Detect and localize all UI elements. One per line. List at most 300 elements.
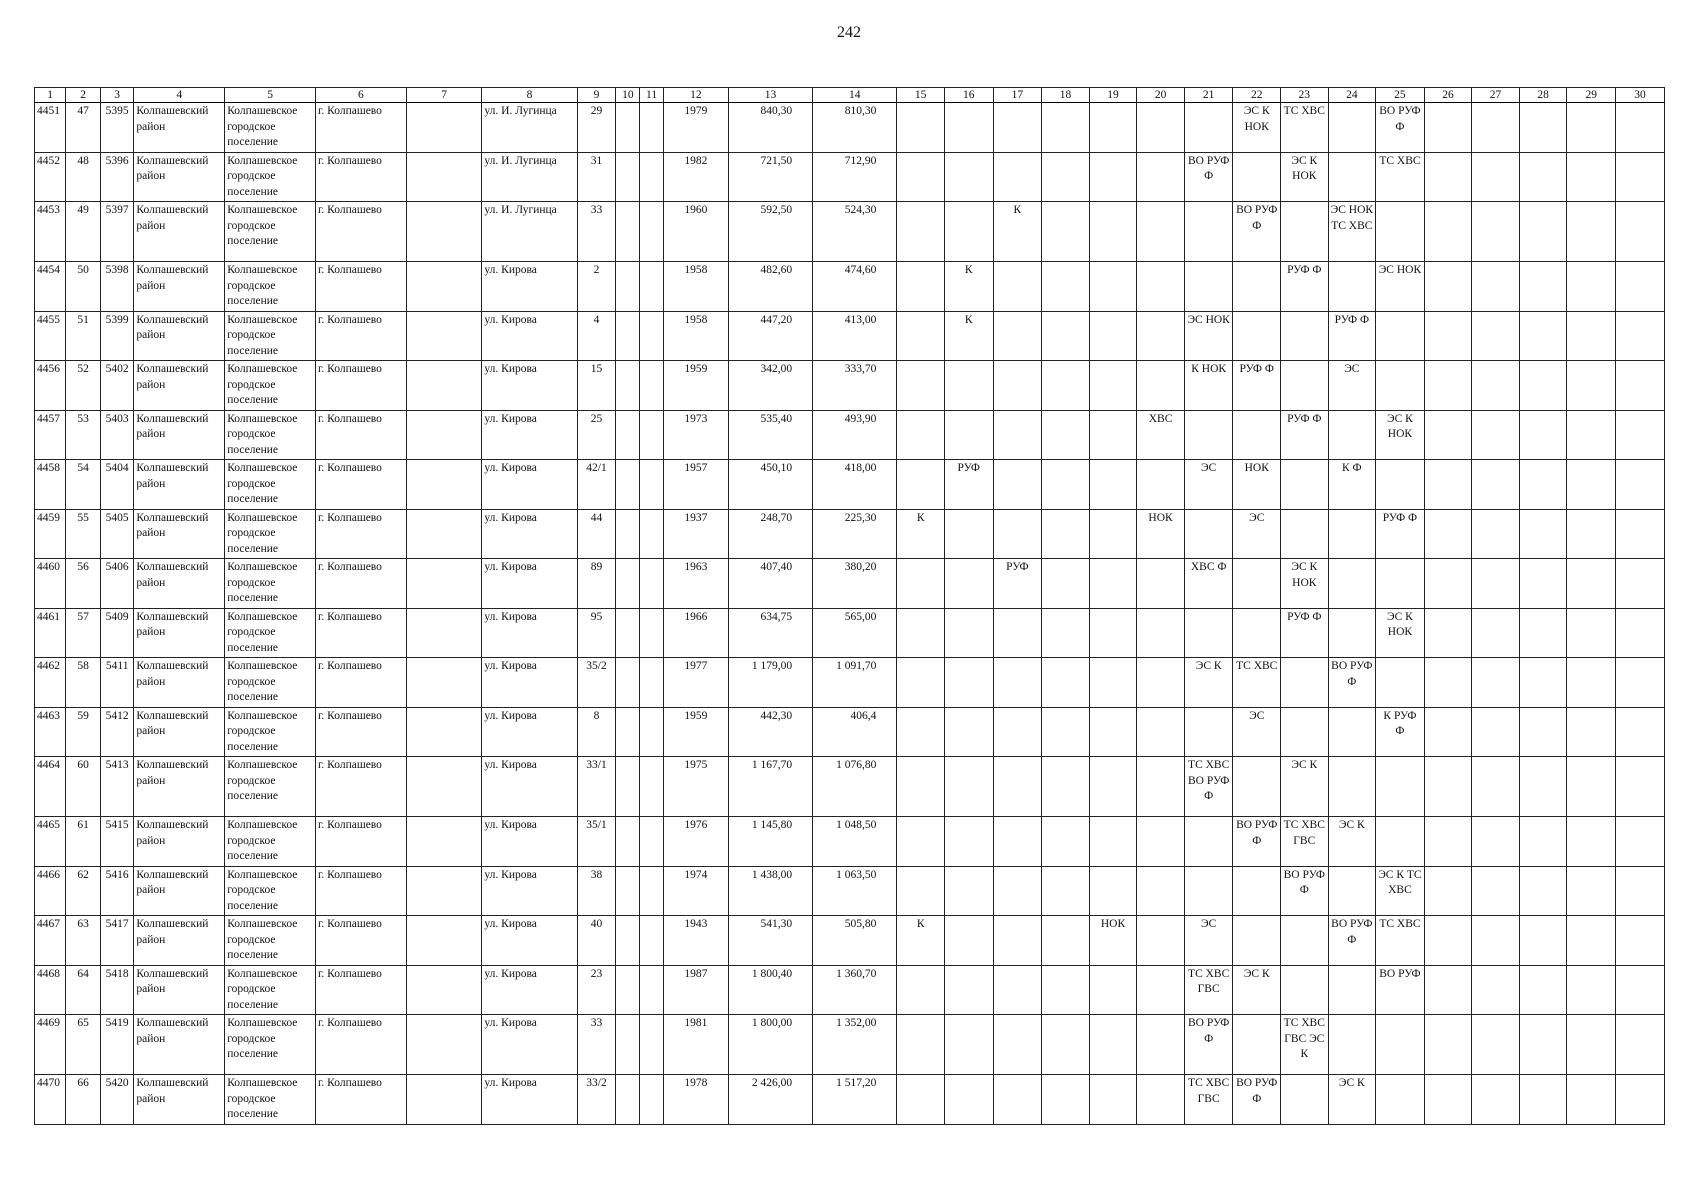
cell-col-24 (1328, 509, 1376, 559)
cell-col-18 (1042, 965, 1090, 1015)
cell-col-11 (640, 608, 664, 658)
cell-col-11 (640, 866, 664, 916)
cell-col-21 (1184, 103, 1233, 153)
cell-col-21: К НОК (1184, 361, 1233, 411)
cell-col-15 (897, 361, 945, 411)
cell-col-16 (944, 1075, 993, 1125)
cell-col-27 (1472, 361, 1520, 411)
cell-col-20 (1137, 460, 1185, 510)
cell-col-22: ЭС (1233, 509, 1281, 559)
cell-col-21: ЭС К (1184, 658, 1233, 708)
column-header-20: 20 (1137, 88, 1185, 103)
cell-col-19 (1089, 757, 1137, 817)
cell-col-11 (640, 410, 664, 460)
cell-col-29 (1567, 608, 1616, 658)
cell-col-18 (1042, 559, 1090, 609)
cell-col-26 (1424, 608, 1472, 658)
cell-col-8: ул. И. Лугинца (482, 202, 577, 262)
column-header-3: 3 (100, 88, 134, 103)
cell-col-25 (1376, 658, 1425, 708)
cell-col-30 (1616, 262, 1665, 312)
cell-col-18 (1042, 707, 1090, 757)
cell-col-28 (1519, 916, 1567, 966)
cell-col-17 (993, 410, 1042, 460)
cell-col-16 (944, 152, 993, 202)
table-row (35, 103, 1665, 153)
cell-col-23 (1281, 311, 1329, 361)
cell-col-2: 53 (66, 410, 101, 460)
cell-col-29 (1567, 311, 1616, 361)
cell-col-18 (1042, 1075, 1090, 1125)
cell-col-26 (1424, 965, 1472, 1015)
cell-col-14: 225,30 (813, 509, 897, 559)
cell-col-3: 5416 (100, 866, 134, 916)
cell-col-13: 342,00 (728, 361, 812, 411)
cell-col-15 (897, 460, 945, 510)
column-header-9: 9 (577, 88, 616, 103)
cell-col-12: 1959 (663, 361, 728, 411)
cell-col-8: ул. И. Лугинца (482, 103, 577, 153)
cell-col-14: 1 091,70 (813, 658, 897, 708)
cell-col-21: ВО РУФ Ф (1184, 1015, 1233, 1075)
cell-col-14: 712,90 (813, 152, 897, 202)
cell-col-24 (1328, 410, 1376, 460)
cell-col-1: 4466 (35, 866, 66, 916)
cell-col-6: г. Колпашево (315, 559, 406, 609)
cell-col-15 (897, 1075, 945, 1125)
cell-col-21 (1184, 509, 1233, 559)
cell-col-4: Колпашевский район (134, 460, 225, 510)
cell-col-3: 5398 (100, 262, 134, 312)
cell-col-28 (1519, 262, 1567, 312)
cell-col-24 (1328, 866, 1376, 916)
cell-col-23: ЭС К НОК (1281, 152, 1329, 202)
cell-col-6: г. Колпашево (315, 1075, 406, 1125)
cell-col-25: РУФ Ф (1376, 509, 1425, 559)
cell-col-2: 62 (66, 866, 101, 916)
cell-col-10 (616, 361, 640, 411)
cell-col-7 (406, 866, 482, 916)
cell-col-10 (616, 707, 640, 757)
cell-col-24: ЭС К (1328, 1075, 1376, 1125)
cell-col-8: ул. Кирова (482, 965, 577, 1015)
cell-col-29 (1567, 1075, 1616, 1125)
table-row (35, 361, 1665, 411)
cell-col-26 (1424, 262, 1472, 312)
cell-col-24: ЭС К (1328, 817, 1376, 867)
cell-col-2: 55 (66, 509, 101, 559)
cell-col-2: 49 (66, 202, 101, 262)
table-row (35, 1015, 1665, 1075)
cell-col-8: ул. Кирова (482, 608, 577, 658)
cell-col-8: ул. Кирова (482, 262, 577, 312)
column-header-30: 30 (1616, 88, 1665, 103)
cell-col-12: 1959 (663, 707, 728, 757)
cell-col-30 (1616, 361, 1665, 411)
cell-col-19 (1089, 410, 1137, 460)
cell-col-27 (1472, 509, 1520, 559)
column-header-8: 8 (482, 88, 577, 103)
cell-col-22: ВО РУФ Ф (1233, 1075, 1281, 1125)
column-header-28: 28 (1519, 88, 1567, 103)
cell-col-29 (1567, 152, 1616, 202)
cell-col-12: 1943 (663, 916, 728, 966)
cell-col-17 (993, 817, 1042, 867)
cell-col-11 (640, 1075, 664, 1125)
cell-col-16 (944, 202, 993, 262)
cell-col-21: ЭС (1184, 916, 1233, 966)
cell-col-15 (897, 1015, 945, 1075)
cell-col-14: 493,90 (813, 410, 897, 460)
cell-col-19 (1089, 152, 1137, 202)
cell-col-19 (1089, 460, 1137, 510)
cell-col-19 (1089, 866, 1137, 916)
cell-col-18 (1042, 817, 1090, 867)
cell-col-9: 4 (577, 311, 616, 361)
cell-col-27 (1472, 410, 1520, 460)
cell-col-24: ВО РУФ Ф (1328, 916, 1376, 966)
cell-col-28 (1519, 965, 1567, 1015)
cell-col-4: Колпашевский район (134, 311, 225, 361)
cell-col-3: 5419 (100, 1015, 134, 1075)
cell-col-4: Колпашевский район (134, 559, 225, 609)
cell-col-25: К РУФ Ф (1376, 707, 1425, 757)
cell-col-5: Колпашевское городское поселение (225, 866, 316, 916)
cell-col-23 (1281, 965, 1329, 1015)
cell-col-14: 413,00 (813, 311, 897, 361)
cell-col-5: Колпашевское городское поселение (225, 1075, 316, 1125)
cell-col-26 (1424, 817, 1472, 867)
cell-col-3: 5399 (100, 311, 134, 361)
cell-col-26 (1424, 311, 1472, 361)
cell-col-2: 56 (66, 559, 101, 609)
cell-col-27 (1472, 1015, 1520, 1075)
cell-col-12: 1963 (663, 559, 728, 609)
cell-col-11 (640, 103, 664, 153)
column-header-6: 6 (315, 88, 406, 103)
cell-col-22: НОК (1233, 460, 1281, 510)
table-row (35, 817, 1665, 867)
cell-col-6: г. Колпашево (315, 1015, 406, 1075)
cell-col-19 (1089, 817, 1137, 867)
column-header-21: 21 (1184, 88, 1233, 103)
cell-col-22: ВО РУФ Ф (1233, 817, 1281, 867)
cell-col-5: Колпашевское городское поселение (225, 916, 316, 966)
cell-col-26 (1424, 559, 1472, 609)
cell-col-10 (616, 817, 640, 867)
cell-col-7 (406, 608, 482, 658)
cell-col-9: 29 (577, 103, 616, 153)
cell-col-28 (1519, 410, 1567, 460)
cell-col-6: г. Колпашево (315, 410, 406, 460)
cell-col-13: 1 167,70 (728, 757, 812, 817)
cell-col-20 (1137, 559, 1185, 609)
cell-col-23 (1281, 509, 1329, 559)
table-row (35, 509, 1665, 559)
cell-col-22 (1233, 410, 1281, 460)
cell-col-11 (640, 509, 664, 559)
cell-col-3: 5396 (100, 152, 134, 202)
cell-col-14: 1 360,70 (813, 965, 897, 1015)
cell-col-29 (1567, 559, 1616, 609)
cell-col-24 (1328, 103, 1376, 153)
cell-col-4: Колпашевский район (134, 410, 225, 460)
cell-col-16 (944, 757, 993, 817)
cell-col-28 (1519, 757, 1567, 817)
cell-col-24 (1328, 707, 1376, 757)
cell-col-28 (1519, 361, 1567, 411)
cell-col-30 (1616, 1015, 1665, 1075)
cell-col-24: РУФ Ф (1328, 311, 1376, 361)
cell-col-16 (944, 1015, 993, 1075)
cell-col-28 (1519, 202, 1567, 262)
column-header-11: 11 (640, 88, 664, 103)
cell-col-7 (406, 202, 482, 262)
cell-col-20 (1137, 707, 1185, 757)
cell-col-4: Колпашевский район (134, 509, 225, 559)
cell-col-25: ЭС К НОК (1376, 608, 1425, 658)
cell-col-20 (1137, 965, 1185, 1015)
cell-col-20 (1137, 658, 1185, 708)
cell-col-17 (993, 509, 1042, 559)
cell-col-13: 634,75 (728, 608, 812, 658)
cell-col-1: 4469 (35, 1015, 66, 1075)
cell-col-22 (1233, 916, 1281, 966)
cell-col-10 (616, 1015, 640, 1075)
cell-col-12: 1960 (663, 202, 728, 262)
cell-col-18 (1042, 202, 1090, 262)
cell-col-9: 35/1 (577, 817, 616, 867)
cell-col-2: 65 (66, 1015, 101, 1075)
cell-col-22 (1233, 608, 1281, 658)
cell-col-13: 442,30 (728, 707, 812, 757)
cell-col-25 (1376, 1015, 1425, 1075)
cell-col-26 (1424, 460, 1472, 510)
cell-col-12: 1958 (663, 262, 728, 312)
cell-col-8: ул. И. Лугинца (482, 152, 577, 202)
table-row (35, 866, 1665, 916)
cell-col-8: ул. Кирова (482, 509, 577, 559)
cell-col-10 (616, 410, 640, 460)
cell-col-25: ЭС НОК (1376, 262, 1425, 312)
cell-col-26 (1424, 1015, 1472, 1075)
cell-col-10 (616, 262, 640, 312)
cell-col-28 (1519, 707, 1567, 757)
cell-col-16 (944, 707, 993, 757)
cell-col-19 (1089, 1015, 1137, 1075)
cell-col-1: 4454 (35, 262, 66, 312)
cell-col-19 (1089, 103, 1137, 153)
table-row (35, 965, 1665, 1015)
cell-col-16 (944, 559, 993, 609)
cell-col-12: 1973 (663, 410, 728, 460)
cell-col-28 (1519, 103, 1567, 153)
cell-col-6: г. Колпашево (315, 817, 406, 867)
cell-col-20 (1137, 152, 1185, 202)
cell-col-24 (1328, 965, 1376, 1015)
cell-col-14: 380,20 (813, 559, 897, 609)
cell-col-3: 5413 (100, 757, 134, 817)
cell-col-24 (1328, 152, 1376, 202)
cell-col-25: ТС ХВС (1376, 152, 1425, 202)
cell-col-21: ВО РУФ Ф (1184, 152, 1233, 202)
cell-col-28 (1519, 1075, 1567, 1125)
cell-col-15 (897, 757, 945, 817)
cell-col-4: Колпашевский район (134, 103, 225, 153)
cell-col-30 (1616, 559, 1665, 609)
register-table (34, 87, 1665, 1125)
cell-col-4: Колпашевский район (134, 361, 225, 411)
cell-col-8: ул. Кирова (482, 311, 577, 361)
cell-col-30 (1616, 866, 1665, 916)
cell-col-27 (1472, 866, 1520, 916)
cell-col-30 (1616, 658, 1665, 708)
cell-col-18 (1042, 152, 1090, 202)
cell-col-29 (1567, 460, 1616, 510)
cell-col-14: 1 063,50 (813, 866, 897, 916)
cell-col-9: 35/2 (577, 658, 616, 708)
column-header-4: 4 (134, 88, 225, 103)
cell-col-4: Колпашевский район (134, 152, 225, 202)
cell-col-20 (1137, 1075, 1185, 1125)
cell-col-20 (1137, 1015, 1185, 1075)
cell-col-30 (1616, 757, 1665, 817)
cell-col-4: Колпашевский район (134, 817, 225, 867)
cell-col-16 (944, 916, 993, 966)
cell-col-9: 23 (577, 965, 616, 1015)
cell-col-23: ТС ХВС ГВС (1281, 817, 1329, 867)
cell-col-10 (616, 1075, 640, 1125)
cell-col-17 (993, 658, 1042, 708)
cell-col-23 (1281, 1075, 1329, 1125)
cell-col-3: 5409 (100, 608, 134, 658)
cell-col-21 (1184, 410, 1233, 460)
cell-col-21: ЭС НОК (1184, 311, 1233, 361)
cell-col-12: 1977 (663, 658, 728, 708)
cell-col-8: ул. Кирова (482, 1015, 577, 1075)
table-row (35, 460, 1665, 510)
cell-col-9: 33 (577, 1015, 616, 1075)
column-header-2: 2 (66, 88, 101, 103)
cell-col-22: ЭС К НОК (1233, 103, 1281, 153)
cell-col-11 (640, 152, 664, 202)
cell-col-23 (1281, 707, 1329, 757)
cell-col-1: 4464 (35, 757, 66, 817)
cell-col-13: 1 179,00 (728, 658, 812, 708)
cell-col-3: 5406 (100, 559, 134, 609)
cell-col-19: НОК (1089, 916, 1137, 966)
cell-col-8: ул. Кирова (482, 361, 577, 411)
cell-col-21: ЭС (1184, 460, 1233, 510)
cell-col-16 (944, 965, 993, 1015)
cell-col-17 (993, 152, 1042, 202)
cell-col-13: 482,60 (728, 262, 812, 312)
cell-col-27 (1472, 608, 1520, 658)
cell-col-13: 2 426,00 (728, 1075, 812, 1125)
cell-col-4: Колпашевский район (134, 866, 225, 916)
cell-col-14: 565,00 (813, 608, 897, 658)
cell-col-12: 1976 (663, 817, 728, 867)
cell-col-29 (1567, 916, 1616, 966)
cell-col-15 (897, 866, 945, 916)
cell-col-10 (616, 559, 640, 609)
cell-col-14: 474,60 (813, 262, 897, 312)
column-header-29: 29 (1567, 88, 1616, 103)
cell-col-2: 61 (66, 817, 101, 867)
cell-col-30 (1616, 311, 1665, 361)
cell-col-5: Колпашевское городское поселение (225, 1015, 316, 1075)
cell-col-13: 248,70 (728, 509, 812, 559)
cell-col-10 (616, 916, 640, 966)
cell-col-13: 721,50 (728, 152, 812, 202)
table-row (35, 916, 1665, 966)
cell-col-6: г. Колпашево (315, 509, 406, 559)
cell-col-7 (406, 707, 482, 757)
cell-col-29 (1567, 410, 1616, 460)
cell-col-25: ЭС К НОК (1376, 410, 1425, 460)
cell-col-10 (616, 608, 640, 658)
cell-col-22: ВО РУФ Ф (1233, 202, 1281, 262)
cell-col-22 (1233, 152, 1281, 202)
cell-col-17 (993, 866, 1042, 916)
cell-col-26 (1424, 202, 1472, 262)
cell-col-3: 5420 (100, 1075, 134, 1125)
cell-col-8: ул. Кирова (482, 460, 577, 510)
cell-col-29 (1567, 965, 1616, 1015)
cell-col-21: ХВС Ф (1184, 559, 1233, 609)
cell-col-10 (616, 460, 640, 510)
cell-col-9: 38 (577, 866, 616, 916)
cell-col-15: К (897, 509, 945, 559)
cell-col-28 (1519, 866, 1567, 916)
cell-col-4: Колпашевский район (134, 757, 225, 817)
cell-col-29 (1567, 361, 1616, 411)
cell-col-14: 1 048,50 (813, 817, 897, 867)
cell-col-11 (640, 1015, 664, 1075)
column-header-13: 13 (728, 88, 812, 103)
cell-col-27 (1472, 103, 1520, 153)
cell-col-26 (1424, 707, 1472, 757)
cell-col-2: 58 (66, 658, 101, 708)
cell-col-2: 48 (66, 152, 101, 202)
cell-col-17 (993, 1075, 1042, 1125)
cell-col-23 (1281, 916, 1329, 966)
column-header-19: 19 (1089, 88, 1137, 103)
column-header-23: 23 (1281, 88, 1329, 103)
cell-col-17 (993, 460, 1042, 510)
cell-col-13: 1 145,80 (728, 817, 812, 867)
cell-col-1: 4453 (35, 202, 66, 262)
cell-col-4: Колпашевский район (134, 262, 225, 312)
cell-col-20 (1137, 866, 1185, 916)
cell-col-14: 1 517,20 (813, 1075, 897, 1125)
cell-col-24 (1328, 757, 1376, 817)
cell-col-5: Колпашевское городское поселение (225, 559, 316, 609)
cell-col-25 (1376, 361, 1425, 411)
cell-col-4: Колпашевский район (134, 707, 225, 757)
cell-col-14: 505,80 (813, 916, 897, 966)
cell-col-6: г. Колпашево (315, 757, 406, 817)
cell-col-9: 42/1 (577, 460, 616, 510)
cell-col-1: 4455 (35, 311, 66, 361)
cell-col-8: ул. Кирова (482, 817, 577, 867)
table-row (35, 757, 1665, 817)
cell-col-18 (1042, 509, 1090, 559)
cell-col-3: 5404 (100, 460, 134, 510)
cell-col-16 (944, 817, 993, 867)
cell-col-8: ул. Кирова (482, 916, 577, 966)
cell-col-17 (993, 1015, 1042, 1075)
